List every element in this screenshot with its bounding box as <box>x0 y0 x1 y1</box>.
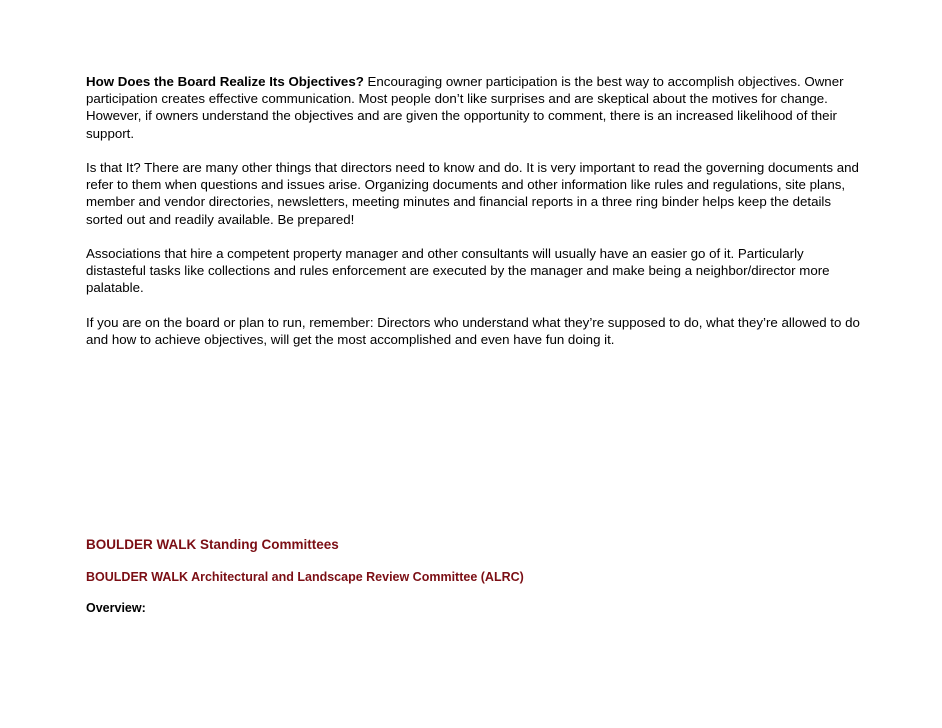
paragraph-is-that-it: Is that It? There are many other things that directors need to know and do. It is very important to read the governing documents and refer to them when questions and issues arise. Organizing documents and other information like rules and regulations, site plans, member and vendor directories, newsletters, meeting minutes and financial reports in a three ring binder helps keep the details sorted out and readily available. Be prepared! <box>86 160 859 227</box>
document-body <box>86 73 866 365</box>
alrc-heading: BOULDER WALK Architectural and Landscape Review Committee (ALRC) <box>86 570 524 584</box>
paragraph-lead-heading: How Does the Board Realize Its Objectives? <box>86 74 364 89</box>
paragraph-text: Encouraging owner participation is the best way to accomplish objectives. Owner participation creates effective communication. Most people don’t like surprises and are skeptical about the motives for change. However, if owners understand the objectives and are given the opportunity to comment, there is an increased likelihood of their support. <box>86 74 844 141</box>
paragraph-closing: If you are on the board or plan to run, remember: Directors who understand what they’re supposed to do, what they’re allowed to do and how to achieve objectives, will get the most accomplished and even have fun doing it. <box>86 314 860 347</box>
overview-label: Overview: <box>86 601 146 615</box>
committees-heading: BOULDER WALK Standing Committees <box>86 537 339 552</box>
committees-section <box>86 536 866 617</box>
paragraph-board-objectives <box>86 73 866 142</box>
paragraph-associations: Associations that hire a competent property manager and other consultants will usually have an easier go of it. Particularly distasteful tasks like collections and rules enforcement are executed by the manager and make being a neighbor/director more palatable. <box>86 246 830 296</box>
